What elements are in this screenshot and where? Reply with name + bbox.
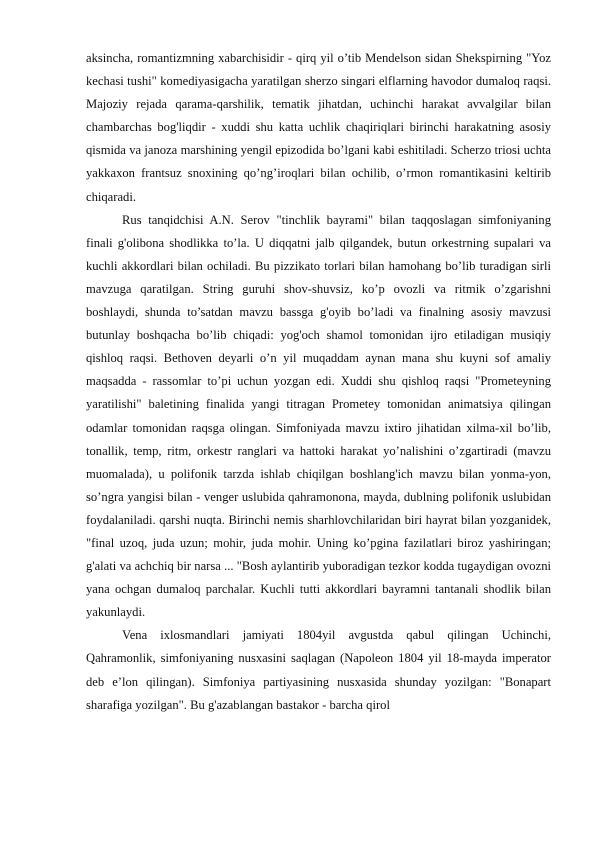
paragraph-2: Rus tanqidchisi A.N. Serov "tinchlik bayrami" bilan taqqoslagan simfoniyaning finali g'olibona shodlikka to’la. U diqqatni jalb qilgandek, butun orkestrning supalari va kuchli akkordlari bilan ochiladi. Bu pizzikato torlari bilan hamohang bo’lib turadigan sirli mavzuga qaratilgan. String guruhi shov-shuvsiz, ko’p ovozli va ritmik o’zgarishni boshlaydi, shunda to’satdan mavzu bassga g'oyib bo’ladi va finalning asosiy mavzusi butunlay boshqacha bo’lib chiqadi: yog'och shamol tomonidan ijro etiladigan musiqiy qishloq raqsi. Bethoven deyarli o’n yil muqaddam aynan mana shu kuyni sof amaliy maqsadda - rassomlar to’pi uchun yozgan edi. Xuddi shu qishloq raqsi "Prometeyning yaratilishi" baletining finalida yangi titragan Prometey tomonidan animatsiya qilingan odamlar tomonidan raqsga olingan. Simfoniyada mavzu ixtiro jihatidan xilma-xil bo’lib, tonallik, temp, ritm, orkestr ranglari va hattoki harakat yo’nalishini o’zgartiradi (mavzu muomalada), u polifonik tarzda ishlab chiqilgan boshlang'ich mavzu bilan yonma-yon, so’ngra yangisi bilan - venger uslubida qahramonona, mayda, dublning polifonik uslubidan foydalaniladi. qarshi nuqta. Birinchi nemis sharhlovchilaridan biri hayrat bilan yozganidek, "final uzoq, juda uzun; mohir, juda mohir. Uning ko’pgina fazilatlari biroz yashiringan; g'alati va achchiq bir narsa ... "Bosh aylantirib yuboradigan tezkor kodda tugaydigan ovozni yana ochgan dumaloq parchalar. Kuchli tutti akkordlari bayramni tantanali shodlik bilan yakunlaydi. bbox=[86, 212, 551, 620]
paragraph-1: aksincha, romantizmning xabarchisidir - qirq yil o’tib Mendelson sidan Shekspirning "Yoz kechasi tushi" komediyasigacha yaratilgan sherzo singari elflarning havodor dumaloq raqsi. Majoziy rejada qarama-qarshilik, tematik jihatdan, uchinchi harakat avvalgilar bilan chambarchas bog'liqdir - xuddi shu katta uchlik chaqiriqlari birinchi harakatning asosiy qismida va janoza marshining yengil epizodida bo’lgani kabi eshitiladi. Scherzo triosi uchta yakkaxon frantsuz snoxining qo’ng’iroqlari bilan ochilib, o’rmon romantikasini keltirib chiqaradi. bbox=[86, 51, 551, 204]
paragraph-3: Vena ixlosmandlari jamiyati 1804yil avgustda qabul qilingan Uchinchi, Qahramonlik, simfoniyaning nusxasini saqlagan (Napoleon 1804 yil 18-mayda imperator deb e’lon qilingan). Simfoniya partiyasining nusxasida shunday yozilgan: "Bonapart sharafiga yozilgan". Bu g'azablangan bastakor - barcha qirol bbox=[86, 628, 551, 712]
document-page bbox=[86, 47, 551, 717]
